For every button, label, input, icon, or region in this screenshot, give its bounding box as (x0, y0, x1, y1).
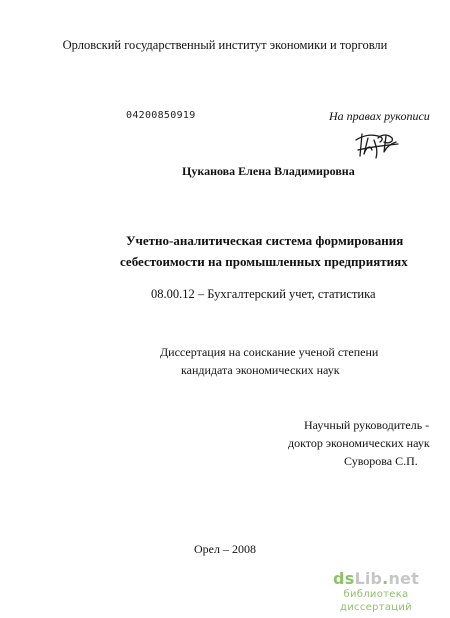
supervisor-name: Суворова С.П. (344, 454, 418, 468)
supervisor-degree: доктор экономических наук (288, 436, 430, 450)
city-year: Орел – 2008 (194, 542, 256, 556)
watermark-subtitle: библиотека диссертаций (340, 589, 412, 613)
institution-name: Орловский государственный институт экономики и торговли (62, 38, 388, 52)
handwritten-signature-icon (352, 128, 402, 160)
manuscript-note: На правах рукописи (329, 109, 430, 123)
dslib-watermark (306, 570, 446, 614)
degree-statement-line-1: Диссертация на соискание ученой степени (160, 345, 379, 359)
specialty-code: 08.00.12 – Бухгалтерский учет, статистика (151, 287, 376, 301)
dissertation-title-line-1: Учетно-аналитическая система формирования (126, 233, 404, 248)
author-name: Цуканова Елена Владимировна (182, 164, 355, 178)
watermark-brand (306, 570, 446, 588)
watermark-brand-tld: net (388, 569, 419, 588)
dissertation-title-line-2: себестоимости на промышленных предприятиях (120, 254, 408, 269)
degree-statement-line-2: кандидата экономических наук (181, 363, 340, 377)
supervisor-title: Научный руководитель - (304, 418, 430, 432)
watermark-brand-lib: Lib (354, 569, 383, 588)
watermark-brand-dot: . (382, 569, 389, 588)
document-code: 04200850919 (126, 110, 196, 121)
watermark-brand-ds: ds (333, 569, 355, 588)
